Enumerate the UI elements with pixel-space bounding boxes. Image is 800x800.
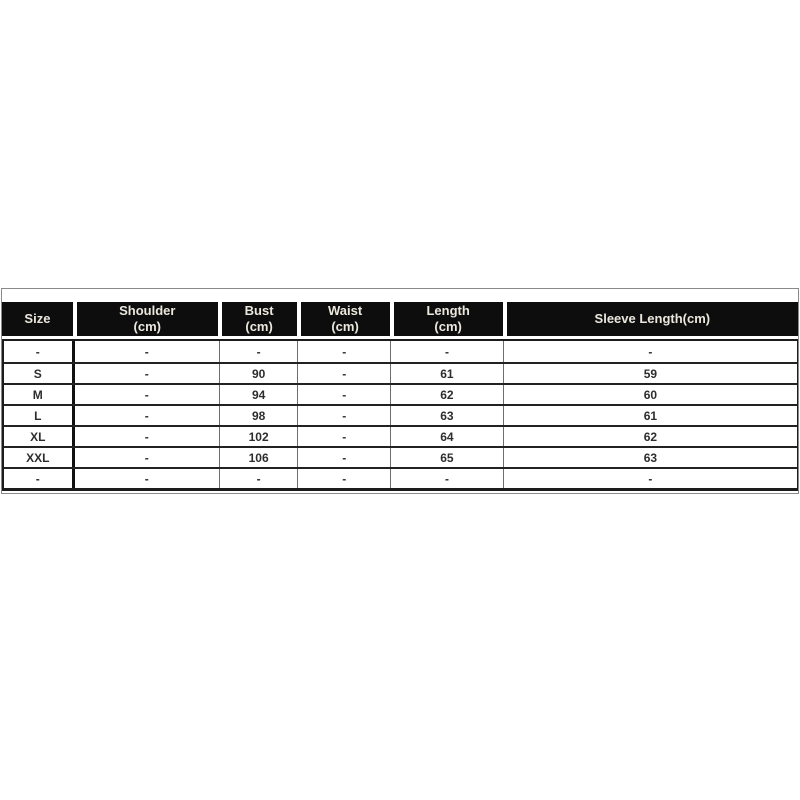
table-row-blank-top — [4, 341, 797, 362]
waist-cell: - — [297, 427, 390, 446]
size-cell: - — [4, 469, 75, 488]
waist-cell: - — [297, 364, 390, 383]
header-label: Waist — [327, 302, 363, 318]
size-chart-header-row — [2, 302, 798, 336]
header-cell-waist — [297, 302, 390, 336]
sleeve-cell: - — [503, 469, 797, 488]
shoulder-cell: - — [144, 429, 149, 444]
size-chart-table — [1, 288, 799, 494]
bust-cell: 106 — [219, 448, 298, 467]
shoulder-cell: - — [144, 344, 149, 359]
shoulder-cell: - — [144, 366, 149, 381]
size-cell: L — [4, 406, 75, 425]
header-cell-bust — [218, 302, 297, 336]
shoulder-cell: - — [144, 387, 149, 402]
bust-cell: 90 — [219, 364, 298, 383]
header-label: Bust — [244, 302, 274, 318]
size-cell: XXL — [4, 448, 75, 467]
header-label: Sleeve Length(cm) — [594, 310, 711, 326]
table-row-xl — [4, 425, 797, 446]
length-cell: 61 — [390, 364, 503, 383]
header-cell-shoulder — [73, 302, 218, 336]
size-cell: M — [4, 385, 75, 404]
shoulder-cell: - — [144, 471, 149, 486]
header-cell-length — [390, 302, 503, 336]
length-cell: 62 — [390, 385, 503, 404]
sleeve-cell: 61 — [503, 406, 797, 425]
shoulder-cell: - — [144, 408, 149, 423]
table-row-s — [4, 362, 797, 383]
header-sublabel: (cm) — [133, 319, 161, 334]
bust-cell: - — [219, 341, 298, 362]
bust-cell: - — [219, 469, 298, 488]
table-row-blank-bottom — [4, 467, 797, 488]
size-cell: S — [4, 364, 75, 383]
length-cell: - — [390, 469, 503, 488]
shoulder-cell: - — [144, 450, 149, 465]
header-cell-size — [2, 302, 73, 336]
length-cell: - — [390, 341, 503, 362]
table-row-xxl — [4, 446, 797, 467]
size-chart-body — [2, 339, 798, 491]
header-label: Size — [24, 310, 51, 326]
waist-cell: - — [297, 385, 390, 404]
header-cell-sleeve-length — [503, 302, 798, 336]
length-cell: 63 — [390, 406, 503, 425]
sleeve-cell: - — [503, 341, 797, 362]
size-cell: - — [4, 341, 75, 362]
waist-cell: - — [297, 469, 390, 488]
header-sublabel: (cm) — [245, 319, 273, 334]
header-label: Length — [426, 302, 470, 318]
sleeve-cell: 62 — [503, 427, 797, 446]
waist-cell: - — [297, 406, 390, 425]
table-row-m — [4, 383, 797, 404]
waist-cell: - — [297, 448, 390, 467]
table-row-l — [4, 404, 797, 425]
bust-cell: 98 — [219, 406, 298, 425]
header-label: Shoulder — [119, 302, 176, 318]
sleeve-cell: 59 — [503, 364, 797, 383]
header-sublabel: (cm) — [331, 319, 359, 334]
length-cell: 65 — [390, 448, 503, 467]
bust-cell: 94 — [219, 385, 298, 404]
length-cell: 64 — [390, 427, 503, 446]
size-cell: XL — [4, 427, 75, 446]
waist-cell: - — [297, 341, 390, 362]
header-sublabel: (cm) — [434, 319, 462, 334]
sleeve-cell: 60 — [503, 385, 797, 404]
bust-cell: 102 — [219, 427, 298, 446]
sleeve-cell: 63 — [503, 448, 797, 467]
